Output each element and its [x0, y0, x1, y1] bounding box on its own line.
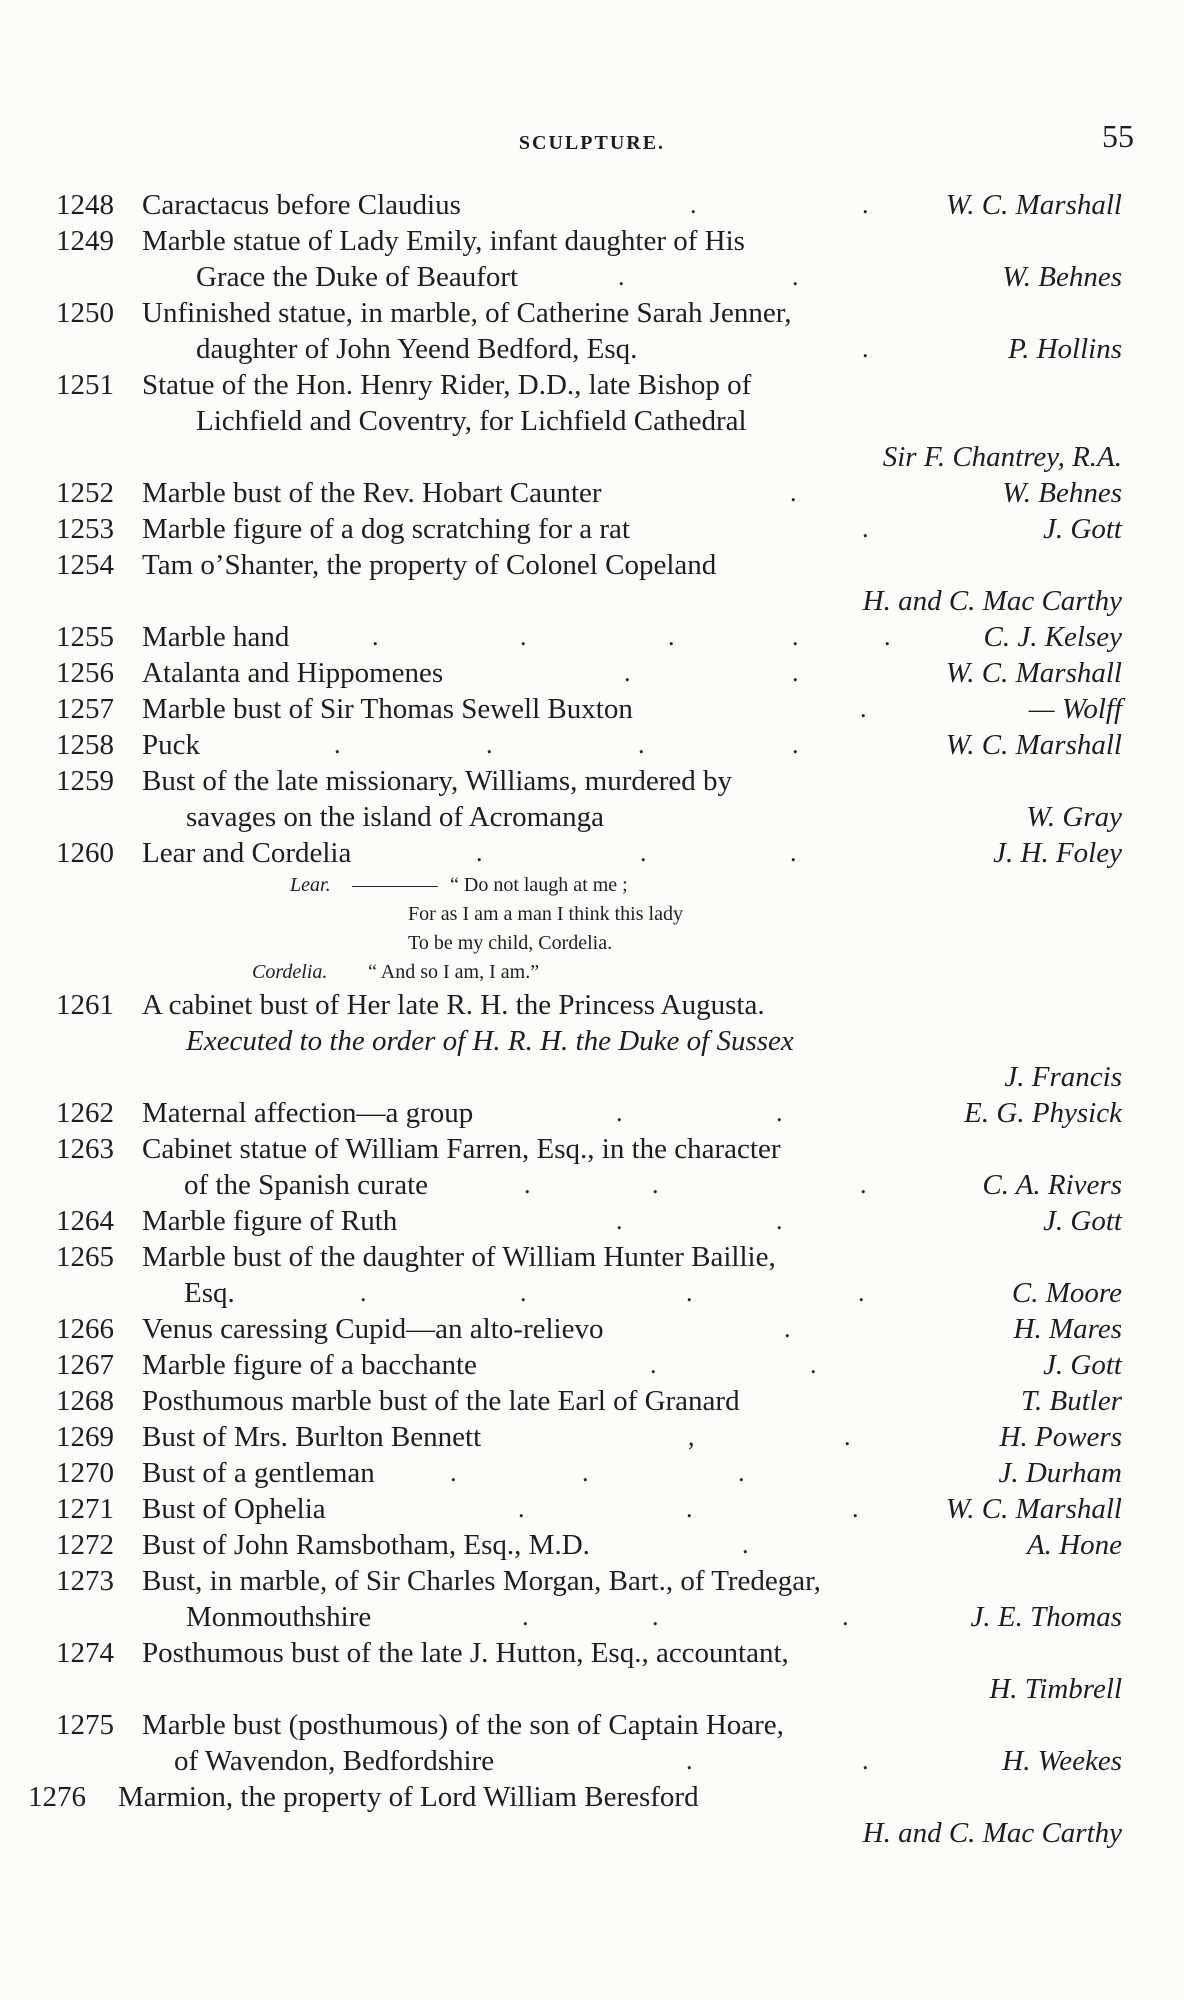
- entry-number: 1266: [56, 1313, 114, 1345]
- entry-title-continuation: of Wavendon, Bedfordshire: [174, 1745, 495, 1777]
- catalogue-entry-1270: 1270 Bust of a gentleman . . . J. Durham: [56, 1457, 1122, 1489]
- entry-artist: T. Butler: [1021, 1385, 1122, 1417]
- entry-artist: H. and C. Mac Carthy: [862, 1817, 1122, 1849]
- entry-continuation: [0, 799, 1184, 835]
- entry-artist: J. E. Thomas: [970, 1601, 1122, 1633]
- entry-number: 1249: [56, 225, 114, 257]
- catalogue-entry-1266: 1266 Venus caressing Cupid—an alto-relievo . H. Mares: [56, 1313, 1122, 1345]
- quote-text: “ Do not laugh at me ;: [450, 874, 628, 896]
- entry-artist-line: [0, 439, 1184, 475]
- entry-title: Puck: [142, 729, 200, 761]
- catalogue-entry-1248: 1248 Caractacus before Claudius . . W. C. Marshall: [56, 189, 1122, 221]
- entry-title: Marble bust of Sir Thomas Sewell Buxton: [142, 693, 633, 725]
- entry-title: Marmion, the property of Lord William Beresford: [118, 1781, 699, 1813]
- entry-artist: E. G. Physick: [964, 1097, 1122, 1129]
- catalogue-entry-1257: 1257 Marble bust of Sir Thomas Sewell Buxton . — Wolff: [56, 693, 1122, 725]
- quotation-line: [0, 871, 1184, 900]
- entry-artist: H. and C. Mac Carthy: [862, 585, 1122, 617]
- catalogue-entry-1265: [0, 1239, 1184, 1275]
- entry-number: 1272: [56, 1529, 114, 1561]
- entry-artist: P. Hollins: [1008, 333, 1122, 365]
- running-head: SCULPTURE.: [518, 132, 666, 154]
- catalogue-entry-1258: 1258 Puck . . . . W. C. Marshall: [56, 729, 1122, 761]
- entry-title: Marble statue of Lady Emily, infant daughter of His: [142, 225, 745, 257]
- entry-title: Marble bust of the daughter of William Hunter Baillie,: [142, 1241, 776, 1273]
- quote-speaker: Lear.: [290, 874, 331, 896]
- catalogue-entry-1262: 1262 Maternal affection—a group . . E. G. Physick: [56, 1097, 1122, 1129]
- entry-artist: J. Gott: [1043, 513, 1122, 545]
- entry-title: Marble bust (posthumous) of the son of Captain Hoare,: [142, 1709, 784, 1741]
- entry-number: 1253: [56, 513, 114, 545]
- entry-title-continuation: Lichfield and Coventry, for Lichfield Cathedral: [196, 405, 747, 437]
- page-number: 55: [1102, 118, 1134, 154]
- entry-continuation: [0, 403, 1184, 439]
- entry-artist: C. A. Rivers: [982, 1169, 1122, 1201]
- entry-artist: J. Durham: [998, 1457, 1122, 1489]
- entry-title: Marble hand: [142, 621, 290, 653]
- entry-title: Tam o’Shanter, the property of Colonel Copeland: [142, 549, 717, 581]
- entry-number: 1270: [56, 1457, 114, 1489]
- entry-title: Atalanta and Hippomenes: [142, 657, 444, 689]
- entry-artist: W. C. Marshall: [945, 729, 1122, 761]
- entry-number: 1256: [56, 657, 114, 689]
- catalogue-entry-1269: 1269 Bust of Mrs. Burlton Bennett , . H. Powers: [56, 1421, 1122, 1453]
- entry-number: 1261: [56, 989, 114, 1021]
- entry-number: 1250: [56, 297, 114, 329]
- entry-artist-line: [0, 1059, 1184, 1095]
- catalogue-entry-1255: 1255 Marble hand . . . . . C. J. Kelsey: [56, 621, 1122, 653]
- entry-title: Marble figure of a bacchante: [142, 1349, 477, 1381]
- entry-title: Lear and Cordelia: [142, 837, 352, 869]
- catalogue-entry-1256: 1256 Atalanta and Hippomenes . . W. C. Marshall: [56, 657, 1122, 689]
- entry-number: 1267: [56, 1349, 114, 1381]
- entry-title: Bust of Ophelia: [142, 1493, 326, 1525]
- entry-artist-line: [0, 583, 1184, 619]
- entry-number: 1273: [56, 1565, 114, 1597]
- entry-number: 1269: [56, 1421, 114, 1453]
- entry-title: A cabinet bust of Her late R. H. the Princess Augusta.: [142, 989, 765, 1021]
- entry-artist: W. Behnes: [1002, 477, 1122, 509]
- quote-text: “ And so I am, I am.”: [368, 961, 540, 983]
- entry-continuation: Monmouthshire . . . J. E. Thomas: [186, 1601, 1122, 1633]
- entry-number: 1254: [56, 549, 114, 581]
- entry-number: 1265: [56, 1241, 114, 1273]
- entry-number: 1264: [56, 1205, 114, 1237]
- catalogue-entry-1254: [0, 547, 1184, 583]
- entry-number: 1271: [56, 1493, 114, 1525]
- quote-speaker: Cordelia.: [252, 961, 328, 983]
- entry-number: 1257: [56, 693, 114, 725]
- entry-artist: J. H. Foley: [993, 837, 1122, 869]
- catalogue-entry-1274: [0, 1635, 1184, 1671]
- entry-title: Posthumous marble bust of the late Earl of Granard: [142, 1385, 740, 1417]
- entry-continuation: Grace the Duke of Beaufort . . W. Behnes: [196, 261, 1122, 293]
- entry-artist: H. Mares: [1013, 1313, 1122, 1345]
- catalogue-entry-1250: [0, 295, 1184, 331]
- catalogue-list: [0, 187, 1184, 1851]
- entry-title: Statue of the Hon. Henry Rider, D.D., late Bishop of: [142, 369, 752, 401]
- entry-number: 1274: [56, 1637, 114, 1669]
- quotation-line: [0, 929, 1184, 958]
- catalogue-entry-1263: [0, 1131, 1184, 1167]
- entry-continuation: of the Spanish curate . . . C. A. Rivers: [184, 1169, 1122, 1201]
- entry-artist: W. Gray: [1026, 801, 1122, 833]
- entry-title: Marble bust of the Rev. Hobart Caunter: [142, 477, 602, 509]
- catalogue-entry-1264: 1264 Marble figure of Ruth . . J. Gott: [56, 1205, 1122, 1237]
- entry-title-continuation: Grace the Duke of Beaufort: [196, 261, 519, 293]
- catalogue-entry-1251: [0, 367, 1184, 403]
- entry-title: Bust of Mrs. Burlton Bennett: [142, 1421, 482, 1453]
- entry-artist: H. Timbrell: [989, 1673, 1122, 1705]
- entry-title-continuation: Esq.: [184, 1277, 235, 1309]
- entry-note-line: [0, 1023, 1184, 1059]
- entry-artist: C. J. Kelsey: [983, 621, 1122, 653]
- entry-artist-line: [0, 1671, 1184, 1707]
- entry-title: Posthumous bust of the late J. Hutton, Esq., accountant,: [142, 1637, 789, 1669]
- entry-continuation: daughter of John Yeend Bedford, Esq. . P. Hollins: [196, 333, 1122, 365]
- catalogue-entry-1260: 1260 Lear and Cordelia . . . J. H. Foley: [56, 837, 1122, 869]
- entry-continuation: Esq. . . . . C. Moore: [184, 1277, 1122, 1309]
- entry-artist: Sir F. Chantrey, R.A.: [882, 441, 1122, 473]
- quotation-line: [0, 958, 1184, 987]
- entry-artist: J. Gott: [1043, 1349, 1122, 1381]
- entry-title: Marble figure of Ruth: [142, 1205, 398, 1237]
- catalogue-entry-1259: [0, 763, 1184, 799]
- entry-artist: A. Hone: [1026, 1529, 1122, 1561]
- entry-artist: J. Gott: [1043, 1205, 1122, 1237]
- catalogue-entry-1253: 1253 Marble figure of a dog scratching for a rat . J. Gott: [56, 513, 1122, 545]
- entry-title: Bust of the late missionary, Williams, murdered by: [142, 765, 733, 797]
- entry-title: Maternal affection—a group: [142, 1097, 474, 1129]
- entry-artist: W. C. Marshall: [945, 189, 1122, 221]
- entry-artist: W. C. Marshall: [945, 1493, 1122, 1525]
- quote-text: To be my child, Cordelia.: [408, 932, 613, 954]
- catalogue-entry-1276: [0, 1779, 1184, 1815]
- entry-title-continuation: of the Spanish curate: [184, 1169, 429, 1201]
- entry-title-continuation: savages on the island of Acromanga: [186, 801, 604, 833]
- entry-number: 1262: [56, 1097, 114, 1129]
- page-header: [0, 118, 1184, 168]
- entry-title-continuation: Monmouthshire: [186, 1601, 372, 1633]
- entry-number: 1263: [56, 1133, 114, 1165]
- entry-artist: H. Weekes: [1002, 1745, 1122, 1777]
- entry-title: Bust of a gentleman: [142, 1457, 375, 1489]
- entry-artist: W. C. Marshall: [945, 657, 1122, 689]
- entry-number: 1260: [56, 837, 114, 869]
- entry-number: 1258: [56, 729, 114, 761]
- entry-artist: H. Powers: [999, 1421, 1122, 1453]
- entry-title: Venus caressing Cupid—an alto-relievo: [142, 1313, 604, 1345]
- entry-artist-line: [0, 1815, 1184, 1851]
- entry-number: 1251: [56, 369, 114, 401]
- entry-title: Unfinished statue, in marble, of Catherine Sarah Jenner,: [142, 297, 792, 329]
- entry-artist: — Wolff: [1028, 693, 1122, 725]
- entry-number: 1259: [56, 765, 114, 797]
- entry-number: 1268: [56, 1385, 114, 1417]
- entry-title-continuation: daughter of John Yeend Bedford, Esq.: [196, 333, 638, 365]
- entry-title: Caractacus before Claudius: [142, 189, 461, 221]
- entry-title: Bust, in marble, of Sir Charles Morgan, Bart., of Tredegar,: [142, 1565, 821, 1597]
- catalogue-entry-1261: [0, 987, 1184, 1023]
- entry-artist: W. Behnes: [1002, 261, 1122, 293]
- catalogue-entry-1272: 1272 Bust of John Ramsbotham, Esq., M.D. . A. Hone: [56, 1529, 1122, 1561]
- entry-number: 1248: [56, 189, 114, 221]
- dash-rule: [352, 886, 438, 887]
- entry-number: 1255: [56, 621, 114, 653]
- entry-artist: C. Moore: [1011, 1277, 1122, 1309]
- catalogue-entry-1271: 1271 Bust of Ophelia . . . W. C. Marshall: [56, 1493, 1122, 1525]
- catalogue-entry-1249: [0, 223, 1184, 259]
- catalogue-entry-1268: [0, 1383, 1184, 1419]
- catalogue-entry-1275: [0, 1707, 1184, 1743]
- entry-note: Executed to the order of H. R. H. the Duke of Sussex: [186, 1025, 794, 1057]
- quote-text: For as I am a man I think this lady: [408, 903, 683, 925]
- entry-number: 1252: [56, 477, 114, 509]
- entry-number: 1276: [28, 1781, 86, 1813]
- catalogue-entry-1252: 1252 Marble bust of the Rev. Hobart Caunter . W. Behnes: [56, 477, 1122, 509]
- entry-title: Cabinet statue of William Farren, Esq., in the character: [142, 1133, 781, 1165]
- catalogue-entry-1267: 1267 Marble figure of a bacchante . . J. Gott: [56, 1349, 1122, 1381]
- catalogue-entry-1273: [0, 1563, 1184, 1599]
- entry-continuation: of Wavendon, Bedfordshire . . H. Weekes: [174, 1745, 1122, 1777]
- entry-title: Bust of John Ramsbotham, Esq., M.D.: [142, 1529, 590, 1561]
- entry-title: Marble figure of a dog scratching for a rat: [142, 513, 630, 545]
- entry-artist: J. Francis: [1004, 1061, 1122, 1093]
- entry-number: 1275: [56, 1709, 114, 1741]
- quotation-line: [0, 900, 1184, 929]
